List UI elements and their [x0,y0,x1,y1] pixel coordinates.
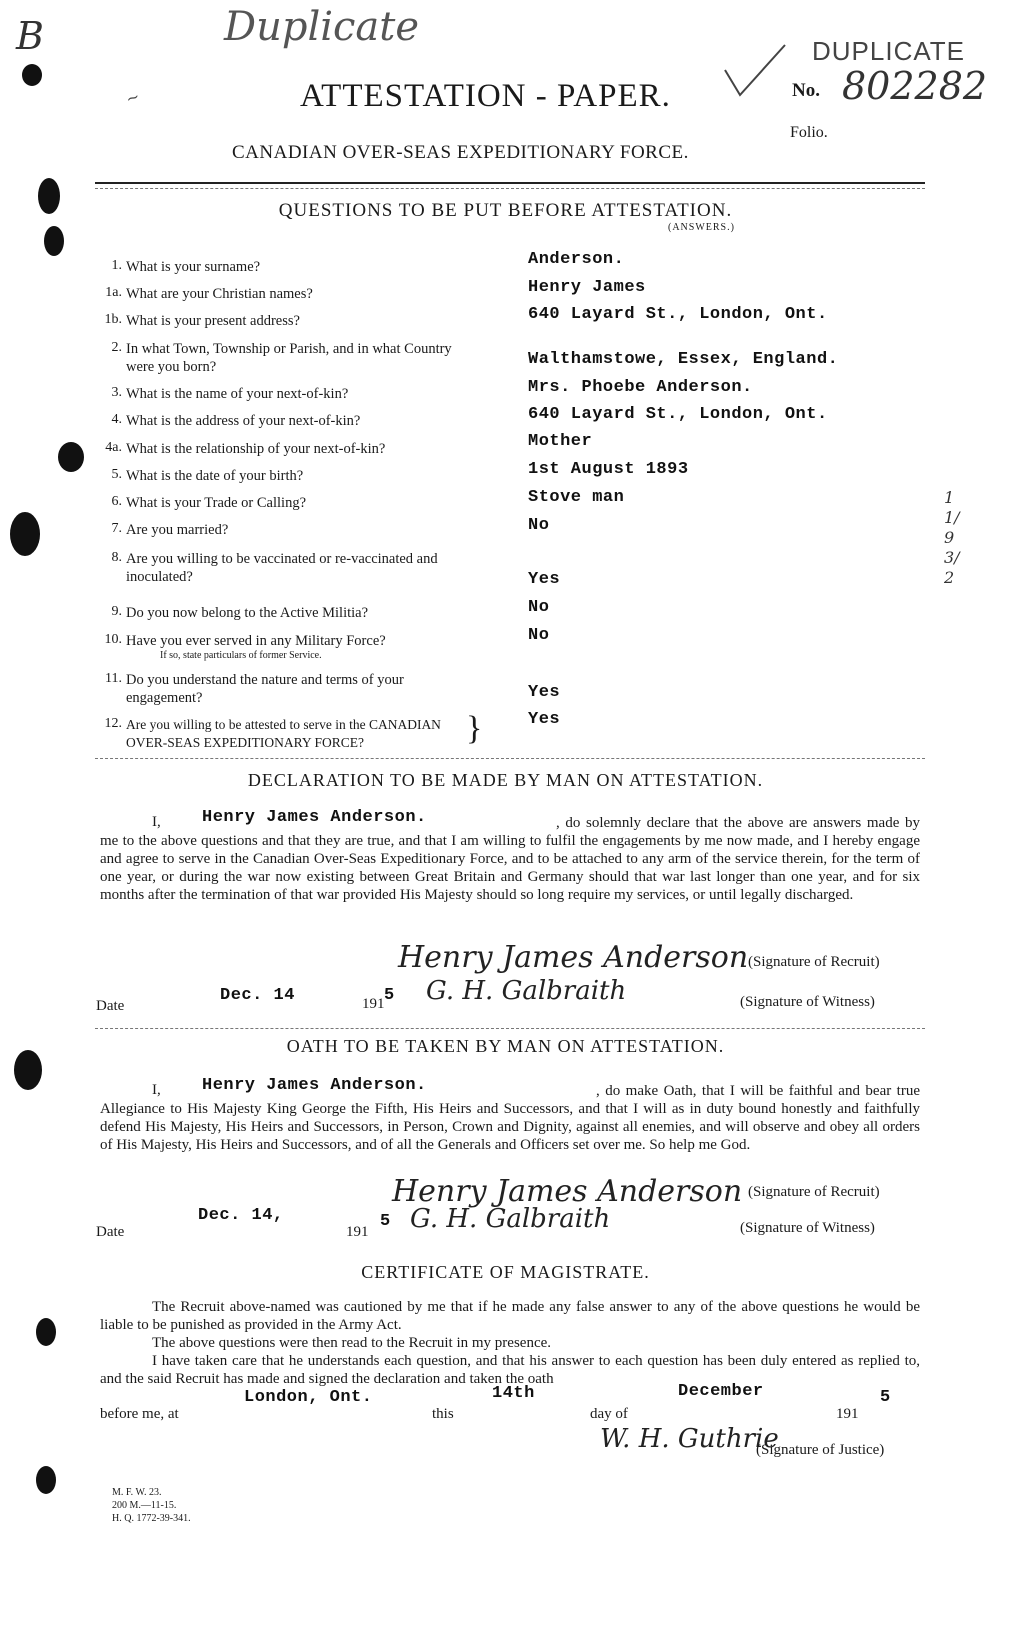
recruit-signature-label: (Signature of Recruit) [748,954,880,970]
recruit-signature: Henry James Anderson [392,1174,743,1209]
form-footer [112,1486,191,1525]
punch-hole [44,226,64,256]
question-text: What is the address of your next-of-kin? [126,413,361,429]
question-text: Are you willing to be vaccinated or re-vaccinated and inoculated? [126,551,438,585]
question-text: Are you married? [126,522,229,538]
witness-signature-label: (Signature of Witness) [740,1220,875,1236]
question-text: What are your Christian names? [126,286,313,302]
question-number: 8. [111,550,122,565]
certificate-place: London, Ont. [244,1388,373,1407]
question-text: Do you understand the nature and terms of your engagement? [126,672,404,706]
answer-militia: No [528,598,550,617]
page-subtitle: CANADIAN OVER-SEAS EXPEDITIONARY FORCE. [232,142,689,163]
oath-prefix: I, [152,1082,161,1098]
footer-line: 200 M.—11-15. [112,1500,177,1511]
oath-name: Henry James Anderson. [202,1076,427,1095]
question-number: 6. [111,494,122,509]
answers-label: (ANSWERS.) [668,222,735,233]
recruit-signature-label: (Signature of Recruit) [748,1184,880,1200]
witness-signature: G. H. Galbraith [426,976,627,1006]
punch-hole [10,512,40,556]
question-text: What is the name of your next-of-kin? [126,386,349,402]
question-number: 5. [111,467,122,482]
page-title: ATTESTATION - PAPER. [300,78,671,114]
certificate-para-2: The above questions were then read to the Recruit in my presence. [152,1335,552,1351]
answer-trade: Stove man [528,488,625,507]
punch-hole [22,64,42,86]
declaration-title: DECLARATION TO BE MADE BY MAN ON ATTESTATION. [247,770,764,790]
question-number: 11. [105,671,122,686]
witness-signature-label: (Signature of Witness) [740,994,875,1010]
side-note: 11/93/2 [944,488,960,587]
date-label: Date [96,1224,125,1240]
regimental-number: 802282 [842,64,988,108]
question-number: 1a. [105,285,122,300]
question-text: What is the date of your birth? [126,468,304,484]
answer-willing-to-serve: Yes [528,710,561,729]
question-text: What is the relationship of your next-of-kin? [126,441,386,457]
footer-line: H. Q. 1772-39-341. [112,1513,191,1524]
question-number: 10. [104,632,122,647]
certificate-day: 14th [492,1384,535,1403]
recruit-signature: Henry James Anderson [398,940,749,975]
question-text: Are you willing to be attested to serve in the CANADIAN OVER-SEAS EXPEDITIONARY FORCE? [126,717,441,750]
year-prefix: 191 [346,1224,369,1240]
this-label: this [432,1406,454,1422]
question-text: What is your present address? [126,313,300,329]
footer-line: M. F. W. 23. [112,1487,162,1498]
declaration-text: , do solemnly declare that the above are answers made by me to the above questions and that they are true, and that I am willing to fulfil the engagements by me now made, and I hereby engage and agree to serve in the Canadian Over-Seas Expeditionary Force, and to be attached to any arm of the service therein, for the term of one year, or during the war now existing between Great Britain and Germany should that war last longer than one year, and for six months after the termination of that war provided His Majesty should so long require my services, or until legally discharged. [100,815,920,903]
answer-military-service: No [528,626,550,645]
answer-birth-date: 1st August 1893 [528,460,689,479]
answer-kin-address: 640 Layard St., London, Ont. [528,405,828,424]
date-label: Date [96,998,125,1014]
answer-married: No [528,516,550,535]
question-number: 12. [104,716,122,731]
question-text: What is your Trade or Calling? [126,495,307,511]
question-number: 4. [111,412,122,427]
question-text: Have you ever served in any Military Force? [126,633,386,649]
folio-label: Folio. [790,124,828,141]
question-text: In what Town, Township or Parish, and in what Country were you born? [126,341,452,375]
question-number: 7. [111,521,122,536]
answer-christian-names: Henry James [528,278,646,297]
divider [95,182,925,184]
question-number: 4a. [105,440,122,455]
year-prefix: 191 [836,1406,859,1422]
answer-birthplace: Walthamstowe, Essex, England. [528,350,839,369]
oath-title: OATH TO BE TAKEN BY MAN ON ATTESTATION. [286,1036,725,1056]
question-number: 3. [111,385,122,400]
oath-text: , do make Oath, that I will be faithful and bear true Allegiance to His Majesty King George the Fifth, His Heirs and Successors, and that I will as in duty bound honestly and faithfully defend His Majesty, His Heirs and Successors, in Person, Crown and Dignity, against all enemies, and will observe and obey all orders of His Majesty, His Heirs and Successors, and of all the Generals and Officers set over me. So help me God. [100,1083,920,1153]
certificate-title: CERTIFICATE OF MAGISTRATE. [361,1262,650,1282]
question-text: Do you now belong to the Active Militia? [126,605,369,621]
day-of-label: day of [590,1406,628,1422]
justice-signature-label: (Signature of Justice) [756,1442,885,1458]
number-label: No. [792,80,820,101]
before-me-label: before me, at [100,1406,179,1422]
answer-next-of-kin: Mrs. Phoebe Anderson. [528,378,753,397]
answer-vaccinated: Yes [528,570,561,589]
punch-hole [36,1466,56,1494]
declaration-prefix: I, [152,814,161,830]
question-subtext: If so, state particulars of former Service. [160,650,322,661]
brace: } [466,710,483,747]
duplicate-stamp: DUPLICATE [812,36,965,66]
check-mark [720,40,790,110]
year-suffix: 5 [384,986,395,1005]
certificate-para-1: The Recruit above-named was cautioned by me that if he made any false answer to any of the above questions he would be liable to be punished as provided in the Army Act. [100,1299,920,1333]
justice-signature: W. H. Guthrie [600,1424,779,1454]
certificate-month: December [678,1382,764,1401]
margin-scribble: ~ [123,86,143,109]
margin-letter: B [16,14,44,58]
divider [95,1028,925,1029]
answer-understand-terms: Yes [528,683,561,702]
answer-surname: Anderson. [528,250,625,269]
answer-address: 640 Layard St., London, Ont. [528,305,828,324]
divider [95,758,925,759]
question-number: 2. [111,340,122,355]
punch-hole [58,442,84,472]
question-number: 1. [111,258,122,273]
question-number: 9. [111,604,122,619]
handwritten-duplicate: Duplicate [224,4,420,50]
answer-relationship: Mother [528,432,593,451]
question-text: What is your surname? [126,259,261,275]
punch-hole [36,1318,56,1346]
year-suffix: 5 [880,1388,891,1407]
divider [95,188,925,189]
questions-title: QUESTIONS TO BE PUT BEFORE ATTESTATION. [278,200,733,221]
year-suffix: 5 [380,1212,391,1231]
year-prefix: 191 [362,996,385,1012]
certificate-para-3: I have taken care that he understands each question, and that his answer to each question has been duly entered as replied to, and the said Recruit has made and signed the declaration and taken the oath [100,1353,920,1387]
oath-date: Dec. 14, [198,1206,284,1225]
declaration-name: Henry James Anderson. [202,808,427,827]
question-number: 1b. [104,312,122,327]
witness-signature: G. H. Galbraith [410,1204,611,1234]
declaration-date: Dec. 14 [220,986,295,1005]
